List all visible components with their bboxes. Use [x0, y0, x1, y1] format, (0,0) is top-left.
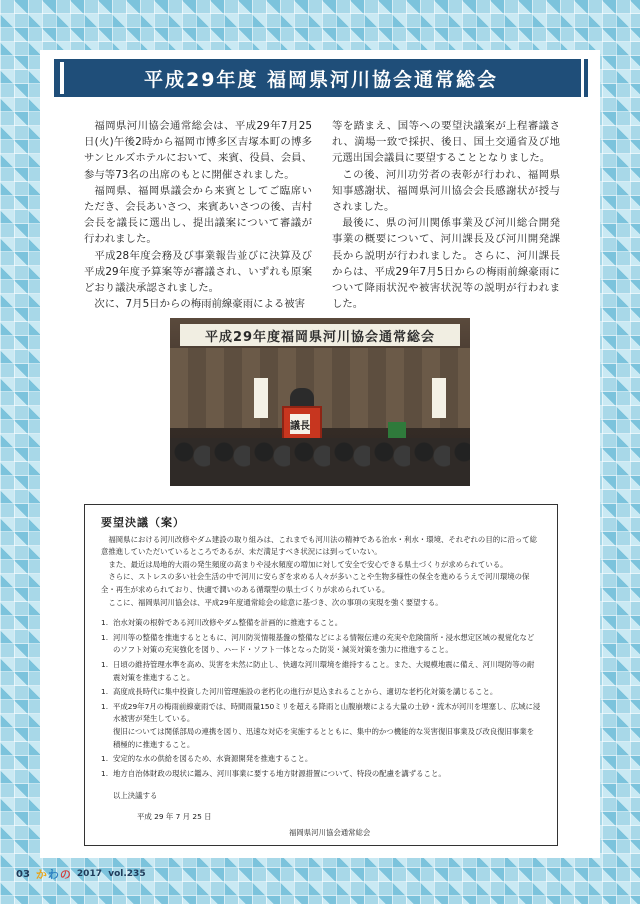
- resolution-heading: 要望決議（案）: [101, 516, 185, 529]
- paragraph: 等を踏まえ、国等への要望決議案が上程審議され、満場一致で採択、後日、国土交通省及び地元選出国会議員に要望することとなりました。: [332, 120, 560, 165]
- article-column-right: [332, 118, 560, 311]
- resolution-item: [101, 768, 541, 781]
- resolution-box: [84, 504, 558, 846]
- resolution-item: [101, 753, 541, 766]
- item-marker: 1.: [101, 632, 109, 642]
- magazine-logo: [36, 866, 71, 882]
- item-marker: 1.: [101, 659, 109, 669]
- article-body: [84, 118, 560, 311]
- page-title: 平成29年度 福岡県河川協会通常総会: [143, 68, 499, 91]
- issue-label: 2017 vol.235: [76, 869, 146, 879]
- paragraph: 次に、7月5日からの梅雨前線豪雨による被害: [94, 298, 306, 311]
- resolution-date: 平成 29 年 7 月 25 日: [137, 811, 212, 821]
- item-text: 平成29年7月の梅雨前線豪雨では、時間雨量150ミリを超える降雨と山腹崩壊による大量の土砂・流木が河川を埋塞し、広域に浸水被害が発生している。 復旧については関係部局の連携を図り、迅速な対応を実施するとともに、集中的かつ機能的な災害復旧事業及び改良復旧事業を積極的に推進すること。: [113, 701, 541, 749]
- footer: [16, 866, 146, 882]
- resolution-item: [101, 659, 541, 684]
- resolution-intro-paragraph: 福岡県における河川改修やダム建設の取り組みは、これまでも河川法の精神である治水・利水・環境、それぞれの目的に沿って総意推進していただいているところであるが、未だ満足すべき状況には到っていない。: [101, 534, 538, 557]
- resolution-items: [101, 617, 541, 780]
- item-text: 日頃の維持管理水準を高め、災害を未然に防止し、快適な河川環境を維持すること。また、大規模地震に備え、河川堤防等の耐震対策を推進すること。: [113, 659, 535, 682]
- logo-char: わ: [47, 868, 59, 881]
- title-bar: [60, 62, 578, 94]
- resolution-item: [101, 701, 541, 751]
- resolution-intro: [101, 534, 541, 610]
- logo-char: の: [59, 868, 71, 881]
- paragraph: 福岡県河川協会通常総会は、平成29年7月25日(火)午後2時から福岡市博多区吉塚本町の博多サンヒルズホテルにおいて、来賓、役員、会員、参与等73名の出席のもとに開催されました。: [84, 120, 312, 181]
- item-text: 河川等の整備を推進するとともに、河川防災情報基盤の整備などによる情報伝達の充実や危険箇所・浸水想定区域の視覚化などのソフト対策の充実強化を図り、ハード・ソフト一体となった防災・減災対策を強力に推進すること。: [113, 632, 535, 655]
- resolution-intro-paragraph: さらに、ストレスの多い社会生活の中で河川に安らぎを求める人々が多いことや生物多様性の保全を進めるうえで河川環境の保全・再生が求められており、快適で潤いのある循環型の県土づくりが求められている。: [101, 572, 530, 594]
- photo-side-sign: [254, 378, 268, 418]
- item-text: 地方自治体財政の現状に鑑み、河川事業に要する地方財源措置について、特段の配慮を講ずること。: [113, 768, 446, 778]
- item-text: 治水対策の根幹である河川改修やダム整備を計画的に推進すること。: [113, 618, 343, 628]
- item-text: 高度成長時代に集中投資した河川管理施設の老朽化の進行が見込まれることから、適切な老朽化対策を講じること。: [113, 687, 498, 697]
- page-number: 03: [16, 868, 30, 880]
- logo-char: か: [35, 868, 47, 881]
- item-marker: 1.: [101, 687, 109, 697]
- resolution-closing: 以上決議する: [113, 791, 158, 801]
- item-marker: 1.: [101, 701, 109, 711]
- audience: [170, 438, 470, 486]
- resolution-item: [101, 632, 541, 657]
- resolution-item: [101, 617, 541, 630]
- photo-side-sign: [432, 378, 446, 418]
- paragraph: 最後に、県の河川関係事業及び河川総合開発事業の概要について、河川課長及び河川開発課長から説明が行われました。さらに、河川課長からは、平成29年7月5日からの梅雨前線豪雨について降雨状況や被害状況等の説明が行われました。: [332, 217, 560, 311]
- meeting-photo: [170, 318, 470, 486]
- photo-banner: 平成29年度福岡県河川協会通常総会: [180, 324, 460, 346]
- item-text: 安定的な水の供給を図るため、水資源開発を推進すること。: [113, 754, 313, 764]
- paragraph: 平成28年度会務及び事業報告並びに決算及び平成29年度予算案等が審議され、いずれも原案どおり議決承認されました。: [84, 249, 312, 295]
- resolution-intro-paragraph: また、最近は局地的大雨の発生頻度の高まりや浸水頻度の増加に対して安全で安心できる県土づくりが求められている。: [108, 559, 508, 569]
- resolution-intro-paragraph: ここに、福岡県河川協会は、平成29年度通常総会の総意に基づき、次の事項の実現を強く要望する。: [108, 597, 443, 607]
- item-marker: 1.: [101, 754, 109, 764]
- podium-label: 議長: [290, 414, 310, 434]
- resolution-item: [101, 686, 541, 699]
- article-column-left: [84, 118, 312, 311]
- paragraph: この後、河川功労者の表彰が行われ、福岡県知事感謝状、福岡県河川協会会長感謝状が授与されました。: [332, 168, 560, 214]
- item-marker: 1.: [101, 618, 109, 628]
- item-marker: 1.: [101, 768, 109, 778]
- paragraph: 福岡県、福岡県議会から来賓としてご臨席いただき、会長あいさつ、来賓あいさつの後、吉村会長を議長に選出し、提出議案について審議が行われました。: [84, 184, 312, 246]
- resolution-organization: 福岡県河川協会通常総会: [289, 828, 371, 838]
